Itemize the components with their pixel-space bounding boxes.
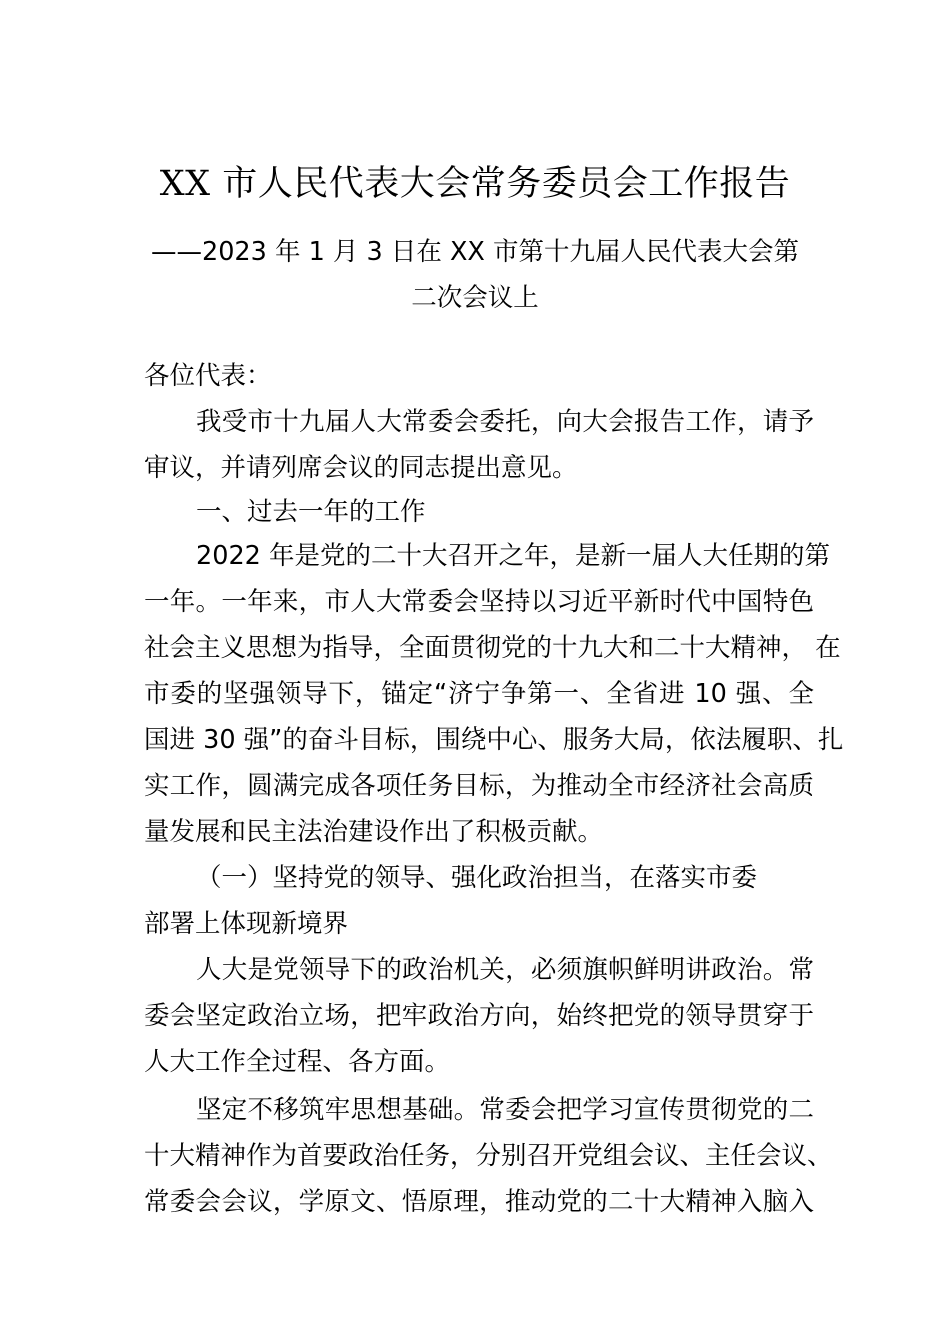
body-line: 人大工作全过程、各方面。 — [144, 1047, 451, 1077]
document-subtitle-line-2: 二次会议上 — [411, 283, 539, 313]
body-line: 量发展和民主法治建设作出了积极贡献。 — [144, 817, 604, 847]
body-line: 坚定不移筑牢思想基础。常委会把学习宣传贯彻党的二 — [196, 1095, 814, 1125]
section-heading: 一、过去一年的工作 — [196, 497, 426, 527]
salutation: 各位代表： — [144, 361, 272, 391]
body-line: 市委的坚强领导下，锚定“济宁争第一、全省进 10 强、全 — [144, 679, 814, 709]
body-line: 常委会会议，学原文、悟原理，推动党的二十大精神入脑入 — [144, 1187, 814, 1217]
document-subtitle-line-1: ——2023 年 1 月 3 日在 XX 市第十九届人民代表大会第 — [150, 237, 800, 267]
body-line: 实工作，圆满完成各项任务目标，为推动全市经济社会高质 — [144, 771, 814, 801]
body-line: 人大是党领导下的政治机关，必须旗帜鲜明讲政治。常 — [196, 955, 814, 985]
body-line: 一年。一年来，市人大常委会坚持以习近平新时代中国特色 — [144, 587, 814, 617]
body-line: 审议，并请列席会议的同志提出意见。 — [144, 453, 578, 483]
body-line: 委会坚定政治立场，把牢政治方向，始终把党的领导贯穿于 — [144, 1001, 814, 1031]
body-line: 十大精神作为首要政治任务，分别召开党组会议、主任会议、 — [144, 1141, 833, 1171]
subsection-heading-continued: 部署上体现新境界 — [144, 909, 349, 939]
body-line: 我受市十九届人大常委会委托，向大会报告工作，请予 — [196, 407, 814, 437]
body-line: 社会主义思想为指导，全面贯彻党的十九大和二十大精神， 在 — [144, 633, 841, 663]
document-title: XX 市人民代表大会常务委员会工作报告 — [159, 164, 791, 204]
body-line: 2022 年是党的二十大召开之年，是新一届人大任期的第 — [196, 541, 831, 571]
subsection-heading: （一）坚持党的领导、强化政治担当，在落实市委 — [196, 863, 758, 893]
body-line: 国进 30 强”的奋斗目标，围绕中心、服务大局，依法履职、扎 — [144, 725, 844, 755]
